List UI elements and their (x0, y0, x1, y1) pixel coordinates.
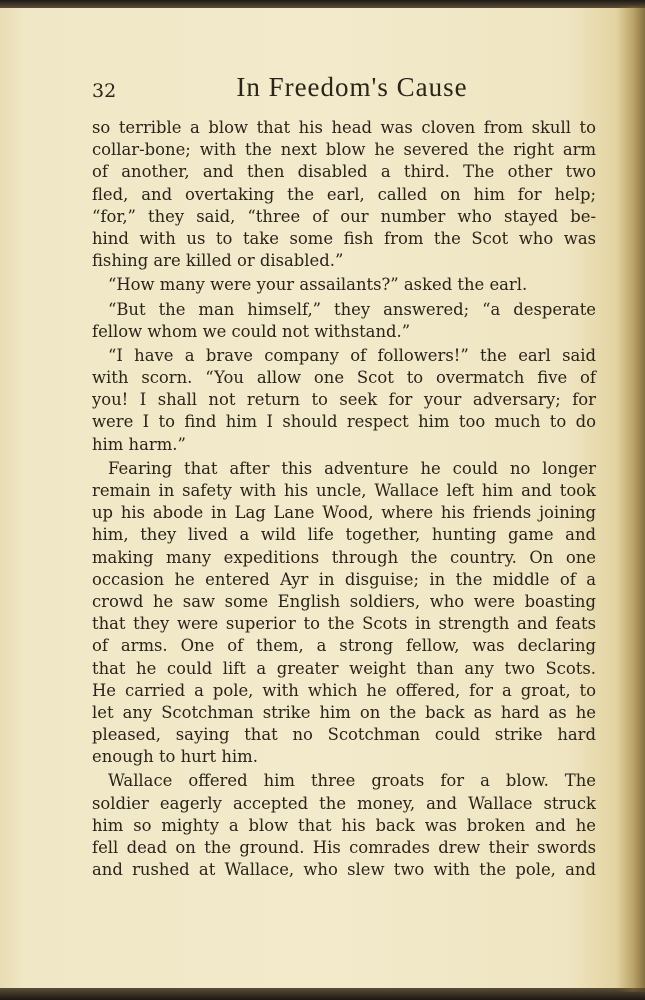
paragraph (92, 770, 596, 881)
text-line: him so mighty a blow that his back was broken and he (92, 815, 596, 835)
page-top-edge (0, 0, 645, 8)
text-line: enough to hurt him. (92, 747, 258, 767)
running-header (92, 72, 592, 108)
text-line: occasion he entered Ayr in disguise; in the middle of a (92, 569, 596, 589)
text-line: fled, and overtaking the earl, called on him for help; (92, 184, 596, 204)
text-line: Wallace offered him three groats for a blow. The (108, 771, 596, 791)
text-line: remain in safety with his uncle, Wallace left him and took (92, 481, 596, 500)
text-line: him harm.” (92, 434, 186, 454)
text-line: “But the man himself,” they answered; “a desperate (108, 299, 596, 319)
text-line: fell dead on the ground. His comrades drew their swords (92, 838, 596, 857)
text-line: were I to find him I should respect him too much to do (92, 412, 596, 432)
text-line: hind with us to take some fish from the Scot who was (92, 228, 596, 248)
text-line: fishing are killed or disabled.” (92, 251, 344, 271)
paragraph (92, 299, 596, 343)
text-line: pleased, saying that no Scotchman could strike hard (92, 725, 596, 745)
running-title: In Freedom's Cause (236, 72, 468, 102)
paragraph (92, 274, 596, 296)
paragraph (92, 117, 596, 272)
text-line: that they were superior to the Scots in strength and feats (92, 614, 596, 634)
page-number: 32 (92, 80, 117, 102)
text-line: you! I shall not return to seek for your adversary; for (92, 390, 596, 410)
text-line: “for,” they said, “three of our number who stayed be- (92, 206, 596, 226)
page-bottom-edge (0, 988, 645, 1000)
text-line: “How many were your assailants?” asked the earl. (108, 275, 528, 295)
text-line: “I have a brave company of followers!” the earl said (108, 345, 596, 365)
text-line: and rushed at Wallace, who slew two with the pole, and (92, 860, 596, 880)
text-line: with scorn. “You allow one Scot to overmatch five of (92, 368, 596, 388)
paragraph (92, 345, 596, 456)
text-line: soldier eagerly accepted the money, and Wallace struck (92, 793, 596, 813)
page-spine-shadow (616, 6, 645, 992)
text-line: making many expeditions through the country. On one (92, 547, 596, 567)
text-line: of arms. One of them, a strong fellow, was declaring (92, 636, 596, 656)
text-line: fellow whom we could not withstand.” (92, 321, 411, 341)
text-line: up his abode in Lag Lane Wood, where his friends joining (92, 503, 596, 523)
text-line: collar-bone; with the next blow he severed the right arm (92, 140, 596, 160)
text-line: of another, and then disabled a third. The other two (92, 162, 596, 182)
paragraph (92, 458, 596, 769)
text-line: him, they lived a wild life together, hunting game and (92, 525, 596, 545)
body-text (92, 117, 596, 883)
text-line: that he could lift a greater weight than any two Scots. (92, 658, 596, 678)
text-line: crowd he saw some English soldiers, who were boasting (92, 591, 596, 611)
text-line: so terrible a blow that his head was cloven from skull to (92, 118, 596, 137)
text-line: let any Scotchman strike him on the back as hard as he (92, 702, 596, 722)
text-line: He carried a pole, with which he offered, for a groat, to (92, 680, 596, 700)
text-line: Fearing that after this adventure he could no longer (108, 458, 596, 478)
